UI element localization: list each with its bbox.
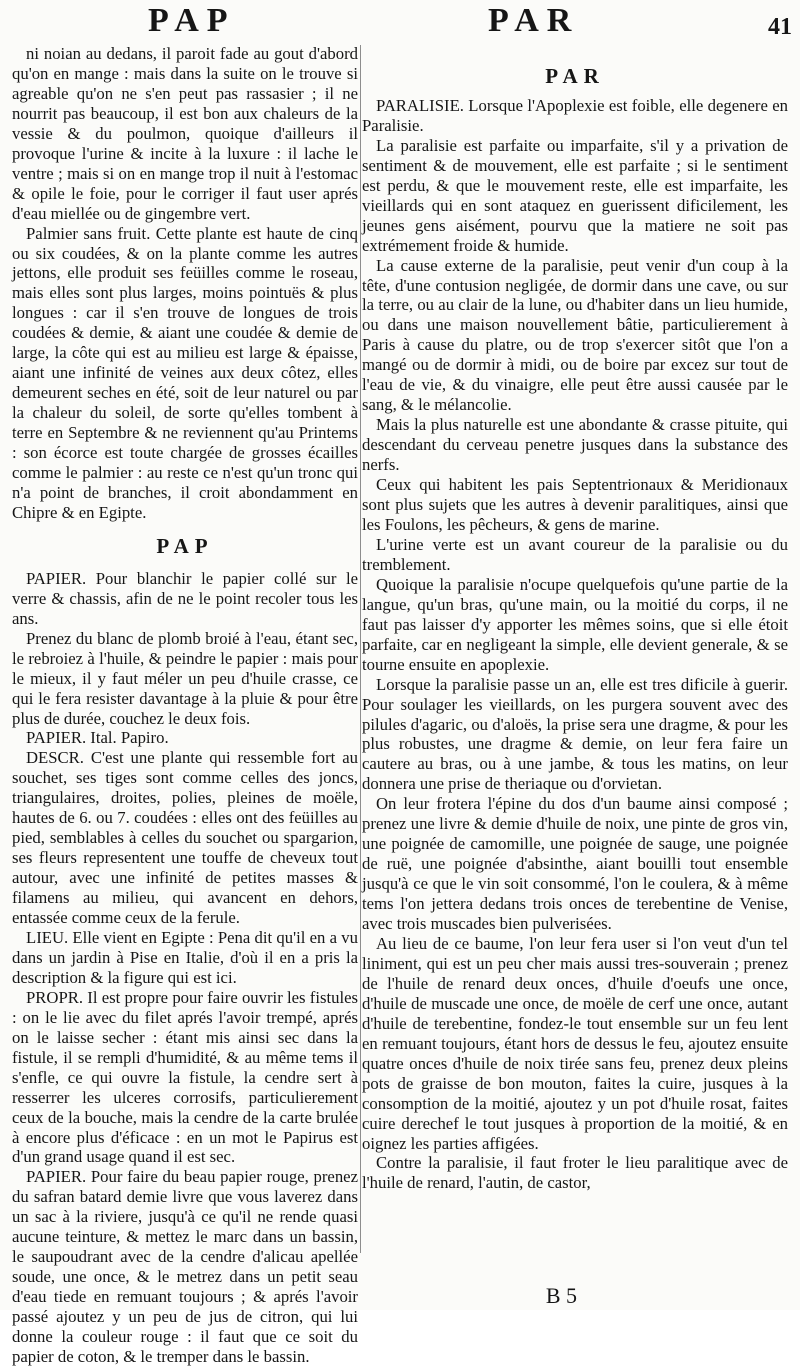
paragraph: Prenez du blanc de plomb broié à l'eau, étant sec, le rebroiez à l'huile, & peindre le papier : mais pour le mieux, il y faut méler un peu d'huile crasse, ce qui le fera resister davantage à la pluie & pour être plus de durée, couchez le deux fois.: [12, 628, 358, 728]
paragraph: La cause externe de la paralisie, peut venir d'un coup à la tête, d'une contusion negligée, de dormir dans une cave, ou sur la terre, ou au clair de la lune, ou d'habiter dans un lieu humide, ou dans une maison nouvellement bâtie, particulierement à Paris à cause du platre, ou de trop s'exercer sitôt que l'on a mangé ou de dormir à midi, ou de boire par excez sur tout de l'eau de vie, & du vinaigre, elle peut être aussi causée par le sang, & le mélancolie.: [362, 255, 788, 415]
paragraph: Quoique la paralisie n'ocupe quelquefois qu'une partie de la langue, qu'un bras, qu'une main, ou la moitié du corps, il ne faut pas laisser d'y apporter les mêmes soins, que si elle étoit parfaite, car en negligeant la simple, elle devient generale, & se tourne ensuite en apoplexie.: [362, 574, 788, 674]
page-number: 41: [768, 14, 792, 40]
paragraph: Mais la plus naturelle est une abondante & crasse pituite, qui descendant du cerveau penetre jusques dans la substance des nerfs.: [362, 415, 788, 475]
paragraph: PROPR. Il est propre pour faire ouvrir les fistules : on le lie avec du filet aprés l'avoir trempé, aprés on le laisse secher : étant mis ainsi sec dans la fistule, il se rempli d'humidité, & au même tems il s'enfle, ce qui ouvre la fistule, la cendre sert à resserrer les ulceres corrosifs, particulierement ceux de la bouche, mais la cendre de la carte brulée à encore plus d'éficace : en un mot le Papirus est d'un grand usage quand il est sec.: [12, 987, 358, 1167]
paragraph: La paralisie est parfaite ou imparfaite, s'il y a privation de sentiment & de mouvement, elle est parfaite ; si le sentiment est perdu, & que le mouvement reste, elle est imparfaite, les vieillards qui en sont ataquez en guerissent dificilement, les jeunes gens aisément, pourvu que la matiere ne soit pas extrémement froide & humide.: [362, 135, 788, 255]
paragraph: Au lieu de ce baume, l'on leur fera user si l'on veut d'un tel liniment, qui est un peu cher mais aussi tres-souverain ; prenez de l'huile de renard deux onces, d'huile d'oeufs une once, d'huile de muscade une once, de moële de cerf une once, autant d'huile de terebentine, fondez-le tout ensemble sur un feu lent en remuant toujours, étant hors de dessus le feu, ajoutez ensuite quatre onces d'huile de noix tirée sans feu, prenez deux pleins pots de graisse de bon mouton, faites la cuire, jusques à la consomption de la moitié, ajoutez y un pot d'huile rosat, faites cuire derechef le tout jusques à proportion de la moitié, & en oignez les parties affigées.: [362, 933, 788, 1153]
paragraph: LIEU. Elle vient en Egipte : Pena dit qu'il en a vu dans un jardin à Pise en Italie, d'où il en a pris la description & la figure qui est ici.: [12, 927, 358, 987]
paragraph: PAPIER. Pour faire du beau papier rouge, prenez du safran batard demie livre que vous laverez dans un sac à la riviere, jusqu'à ce qu'il ne rende quasi aucune teinture, & mettez le marc dans un bassin, le saupoudrant avec de la cendre d'alicau apellée soude, une once, & le metrez dans un petit seau d'eau tiede en remuant toujours ; & aprés l'avoir passé ajoutez y un peu de jus de citron, qui lui donne la couleur rouge : il faut que ce soit du papier de coton, & le tremper dans le bassin.: [12, 1167, 358, 1366]
right-column: [362, 44, 788, 1193]
section-heading: PAR: [545, 64, 605, 88]
paragraph: On leur frotera l'épine du dos d'un baume ainsi composé ; prenez une livre & demie d'huile de noix, une pinte de gros vin, une poignée de camomille, une poignée de sauge, une poignée de ruë, une poignée d'absinthe, aiant bouilli tout ensemble jusqu'à ce que le vin soit consommé, l'on le coulera, & à même tems l'on jettera dedans trois onces de terebentine de Venise, avec trois muscades bien pulverisées.: [362, 794, 788, 934]
section-heading: PAP: [156, 533, 214, 558]
paragraph: L'urine verte est un avant coureur de la paralisie ou du tremblement.: [362, 534, 788, 574]
paragraph: DESCR. C'est une plante qui ressemble fort au souchet, ses tiges sont comme celles des joncs, triangulaires, droites, polies, pleines de moële, hautes de 6. ou 7. coudées : elles ont des feüilles au pied, semblables à celles du souchet ou spargarion, ses fleurs representent une touffe de cheveux tout autour, avec une infinité de petites masses & filamens au milieu, qui avancent en dehors, entassée comme ceux de la ferule.: [12, 748, 358, 928]
paragraph: Lorsque la paralisie passe un an, elle est tres dificile à guerir. Pour soulager les vieillards, on les purgera souvent avec des pilules d'agaric, ou d'aloës, la prise sera une dragme, & pour les plus robustes, une dragme & demie, on leur fera faire un cautere au bras, ou à une jambe, & tous les matins, on leur donnera une prise de theriaque ou d'orvietan.: [362, 674, 788, 794]
paragraph: ni noian au dedans, il paroit fade au gout d'abord qu'on en mange : mais dans la suite on le trouve si agreable qu'on ne s'en peut pas rassasier ; il ne nourrit pas beaucoup, il est bon aux chaleurs de la vessie & du poulmon, quoique d'ailleurs il provoque l'urine & incite à la luxure : il lache le ventre ; mais si on en mange trop il nuit à l'estomac & opile le foie, pour le corriger il faut user aprés d'eau miellée ou de gingembre vert.: [12, 44, 358, 223]
paragraph: PARALISIE. Lorsque l'Apoplexie est foible, elle degenere en Paralisie.: [362, 95, 788, 135]
paragraph: PAPIER. Ital. Papiro.: [26, 728, 169, 748]
running-head-left: PAP: [148, 2, 236, 39]
signature-mark: B 5: [545, 1283, 577, 1308]
left-column: [12, 44, 358, 1367]
running-head-right: PAR: [488, 2, 580, 39]
paragraph: Palmier sans fruit. Cette plante est haute de cinq ou six coudées, & on la plante comme les autres jettons, elle produit ses feüilles comme le roseau, mais elles sont plus larges, moins pointuës & plus longues : car il s'en trouve de longues de trois coudées & demie, & aiant une coudée & demie de large, la côte qui est au milieu est large & épaisse, aiant une infinité de veines aux deux côtez, elles demeurent seches en été, soit de leur naturel ou par la chaleur du soleil, de sorte qu'elles tombent à terre en Septembre & ne reviennent qu'au Printems : son écorce est toute chargée de grosses écailles comme le palmier : au reste ce n'est qu'un tronc qui n'a point de branches, il croit abondamment en Chipre & en Egipte.: [12, 223, 358, 522]
paragraph: Ceux qui habitent les pais Septentrionaux & Meridionaux sont plus sujets que les autres à devenir paralitiques, ainsi que les Foulons, les pêcheurs, & gens de marine.: [362, 475, 788, 534]
paragraph: Contre la paralisie, il faut froter le lieu paralitique avec de l'huile de renard, l'autin, de castor,: [362, 1153, 788, 1193]
column-divider: [360, 45, 361, 1253]
paragraph: PAPIER. Pour blanchir le papier collé sur le verre & chassis, afin de ne le point recoler tous les ans.: [12, 568, 358, 628]
